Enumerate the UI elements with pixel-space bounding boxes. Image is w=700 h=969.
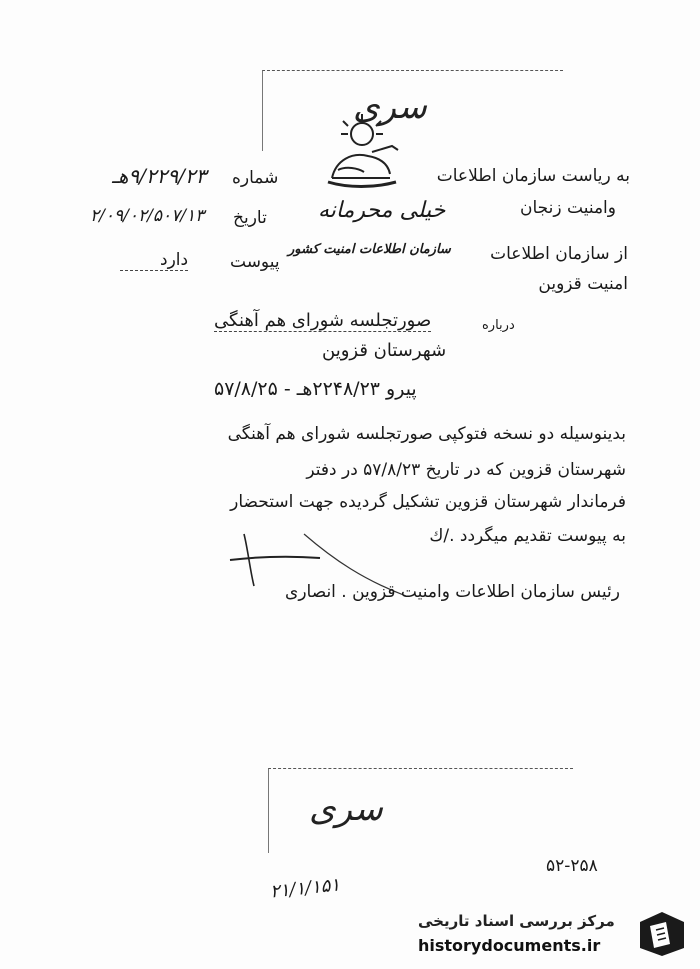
- body-line-1: بدینوسیله دو نسخه فتوکپی صورتجلسه شورای هم آهنگی: [227, 424, 626, 444]
- watermark-url: historydocuments.ir: [418, 936, 601, 955]
- from-line-1: از سازمان اطلاعات: [490, 244, 628, 264]
- top-secret-stamp: [262, 70, 563, 151]
- reference-line: پیرو ۲۲۴۸/۲۳هـ - ۵۷/۸/۲۵: [214, 378, 417, 400]
- body-line-2: شهرستان قزوین که در تاریخ ۵۷/۸/۲۳ در دفتر: [306, 460, 626, 480]
- watermark: [410, 906, 694, 962]
- bottom-secret-stamp: [268, 768, 573, 853]
- attachment-value: دارد: [120, 250, 188, 271]
- subject-label: درباره: [482, 318, 515, 333]
- subject-line-1: صورتجلسه شورای هم آهنگی: [214, 310, 432, 331]
- archive-code: ۵۲-۲۵۸: [546, 856, 598, 876]
- body-line-3: فرماندار شهرستان قزوین تشکیل گردیده جهت استحضار: [230, 492, 626, 512]
- to-line-2: وامنیت زنجان: [520, 198, 616, 218]
- number-value: ۹/۲۲۹/۲۳هـ: [112, 164, 207, 188]
- date-value: ۲/۰۹/۰۲/۵۰۷/۱۳: [90, 206, 205, 226]
- handwritten-code: ۲۱/۱/۱۵۱: [269, 874, 342, 903]
- archive-logo-icon: [636, 910, 688, 958]
- body-line-4: به پیوست تقدیم میگردد ./ك: [429, 526, 626, 546]
- subject-line-2: شهرستان قزوین: [322, 340, 447, 361]
- watermark-title: مرکز بررسی اسناد تاریخی: [418, 912, 615, 930]
- to-line-1: به ریاست سازمان اطلاعات: [436, 166, 630, 186]
- from-line-2: امنیت قزوین: [538, 274, 628, 294]
- bottom-stamp-label: سری: [309, 789, 383, 829]
- emblem-icon: [318, 112, 404, 192]
- attachment-label: پیوست: [230, 252, 280, 272]
- date-label: تاریخ: [233, 208, 267, 228]
- signatory-line: رئیس سازمان اطلاعات وامنیت قزوین . انصاری: [285, 582, 620, 602]
- classification-handwritten: خیلی محرمانه: [318, 198, 446, 223]
- number-label: شماره: [232, 168, 279, 188]
- org-seal-text: سازمان اطلاعات امنیت کشور: [288, 242, 451, 257]
- top-stamp-label: سری: [353, 87, 427, 127]
